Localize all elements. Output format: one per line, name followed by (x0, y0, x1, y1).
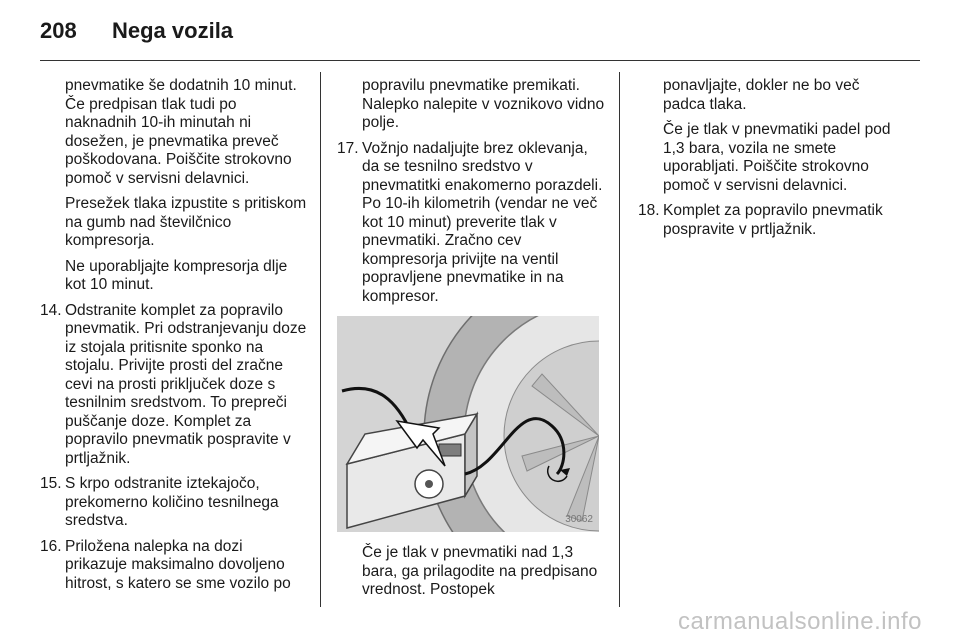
page-title: Nega vozila (112, 18, 234, 43)
column-3 (638, 77, 903, 246)
column-divider-2 (619, 72, 620, 607)
page-header (40, 18, 233, 48)
column-2 (337, 77, 605, 607)
step-16 (40, 538, 308, 594)
step-18 (638, 202, 903, 239)
paragraph: Presežek tlaka izpustite s pritiskom na gumb nad številčnico kompresorja. (65, 195, 307, 249)
tyre-compressor-drawing (337, 316, 599, 532)
column-1 (40, 77, 308, 600)
compressor-illustration (337, 316, 599, 532)
step-15 (40, 475, 308, 531)
step-text: S krpo odstranite iztekajočo, prekomerno količino tesnilnega sredstva. (65, 475, 279, 529)
step-number: 15. (40, 475, 62, 492)
paragraph: pnevmatike še dodatnih 10 minut. Če predpisan tlak tudi po naknadnih 10-ih minutah ni dosežen, je pnevmatika preveč poškodovana. Poiščite strokovno pomoč v servisni delavnici. (65, 77, 297, 187)
step-number: 14. (40, 301, 62, 319)
paragraph: Ne uporabljajte kompresorja dlje kot 10 minut. (65, 257, 288, 293)
watermark: carmanualsonline.info (678, 608, 922, 635)
step-number: 17. (337, 139, 359, 157)
step-number: 16. (40, 537, 62, 555)
paragraph: Če je tlak v pnevmatiki padel pod 1,3 bara, vozila ne smete uporabljati. Poiščite strokovno pomoč v servisni delavnici. (663, 121, 891, 194)
step-17 (337, 140, 605, 307)
step-text: Vožnjo nadaljujte brez oklevanja, da se tesnilno sredstvo v pnevmatitki enakomerno porazdeli. Po 10-ih kilometrih (vendar ne več kot 10 minut) preverite tlak v pnevmatiki. Zračno cev kompresorja privijte na ventil popravljene pnevmatike in na kompresor. (362, 139, 603, 305)
header-rule (40, 60, 920, 61)
paragraph: popravilu pnevmatike premikati. Nalepko nalepite v voznikovo vidno polje. (362, 77, 605, 131)
step-14 (40, 302, 308, 469)
step-number: 18. (638, 202, 660, 219)
step-text: Odstranite komplet za popravilo pnevmatik. Pri odstranjevanju doze iz stojala pritisnite sponko na stojalu. Privijte prosti del zračne cevi na prosti priključek doze s tesnilnim sredstvom. To prepreči puščanje doze. Komplet za popravilo pnevmatik pospravite v prtljažnik. (65, 301, 307, 467)
paragraph: Če je tlak v pnevmatiki nad 1,3 bara, ga prilagodite na predpisano vrednost. Postopek (362, 544, 598, 598)
column-divider-1 (320, 72, 321, 607)
figure-code: 30062 (565, 513, 593, 525)
step-text: Priložena nalepka na dozi prikazuje maksimalno dovoljeno hitrost, s katero se sme vozilo po (65, 537, 291, 592)
page-number: 208 (40, 18, 77, 43)
paragraph: ponavljajte, dokler ne bo več padca tlaka. (663, 77, 860, 113)
step-text: Komplet za popravilo pnevmatik pospravite v prtljažnik. (663, 202, 883, 238)
